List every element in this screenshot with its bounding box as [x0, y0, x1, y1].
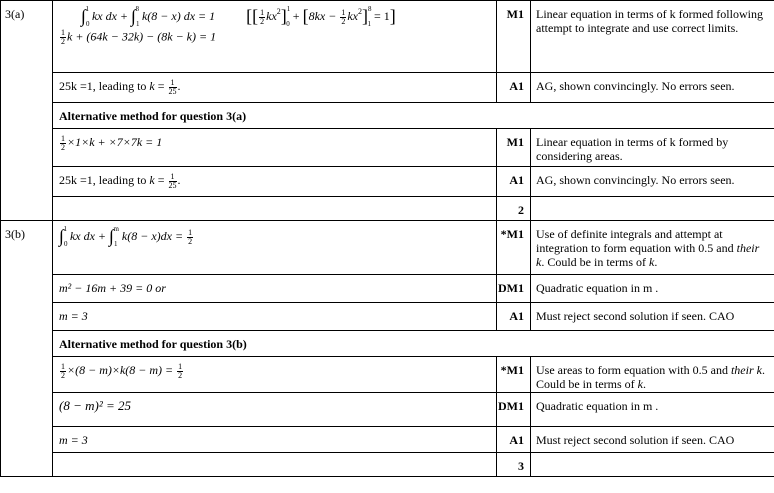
mark: A1 [497, 167, 531, 197]
table-row [1, 453, 774, 477]
working-cell: (8 − m)² = 25 [53, 393, 497, 427]
guidance: Linear equation in terms of k formed following attempt to integrate and use correct limits. [531, 1, 774, 73]
table-row [1, 357, 774, 393]
mark: M1 [497, 129, 531, 167]
table-row [1, 1, 774, 73]
working-cell: $\frac{1}{2}$ ×1×k + ×7×7k = 1 [53, 129, 497, 167]
integral-equation: $\int_0^1$ kx dx + $\int_1^8$ k(8 − x) dx = 1 [[ $\frac{1}{2}$ $kx^2]^1_0 + [8kx$ − $\frac{1}{2}$ $kx^2]^8_1 = 1$] [81, 5, 396, 28]
guidance: Use of definite integrals and attempt at integration to form equation with 0.5 and their k. Could be in terms of k. [531, 221, 774, 275]
table-row [1, 103, 774, 129]
mark: DM1 [497, 393, 531, 427]
guidance: Quadratic equation in m . [531, 393, 774, 427]
table-row [1, 393, 774, 427]
mark: *M1 [497, 221, 531, 275]
question-label: 3(b) [1, 221, 53, 477]
guidance: Use areas to form equation with 0.5 and their k. Could be in terms of k. [531, 357, 774, 393]
table-row [1, 303, 774, 331]
total-mark: 2 [497, 197, 531, 221]
mark: A1 [497, 73, 531, 103]
working-cell: 25k =1, leading to k = $\frac{1}{25}$ . [53, 73, 497, 103]
working-cell: m = 3 [53, 427, 497, 453]
guidance: Must reject second solution if seen. CAO [531, 303, 774, 331]
table-row [1, 427, 774, 453]
alternative-method-heading: Alternative method for question 3(a) [53, 103, 774, 129]
mark: *M1 [497, 357, 531, 393]
alternative-method-heading: Alternative method for question 3(b) [53, 331, 774, 357]
working-cell [53, 1, 497, 73]
working-cell: $\frac{1}{2}$ ×(8 − m)×k(8 − m) = $\frac{1}{2}$ [53, 357, 497, 393]
working-cell: m² − 16m + 39 = 0 or [53, 275, 497, 303]
question-label: 3(a) [1, 1, 53, 221]
total-mark: 3 [497, 453, 531, 477]
table-row [1, 221, 774, 275]
guidance: Quadratic equation in m . [531, 275, 774, 303]
guidance: AG, shown convincingly. No errors seen. [531, 73, 774, 103]
table-row [1, 331, 774, 357]
table-row [1, 129, 774, 167]
working-cell: m = 3 [53, 303, 497, 331]
working-cell: $\int_0^1$ kx dx + $\int_1^m$ k(8 − x)dx = $\frac{1}{2}$ [53, 221, 497, 275]
mark: A1 [497, 427, 531, 453]
guidance: AG, shown convincingly. No errors seen. [531, 167, 774, 197]
expanded-equation: $\frac{1}{2}$ k + (64k − 32k) − (8k − k) = 1 [61, 27, 217, 46]
mark: M1 [497, 1, 531, 73]
table-row [1, 167, 774, 197]
table-row [1, 197, 774, 221]
mark: DM1 [497, 275, 531, 303]
guidance: Must reject second solution if seen. CAO [531, 427, 774, 453]
working-cell: 25k =1, leading to k = $\frac{1}{25}$ . [53, 167, 497, 197]
table-row [1, 275, 774, 303]
mark: A1 [497, 303, 531, 331]
guidance: Linear equation in terms of k formed by considering areas. [531, 129, 774, 167]
table-row [1, 73, 774, 103]
